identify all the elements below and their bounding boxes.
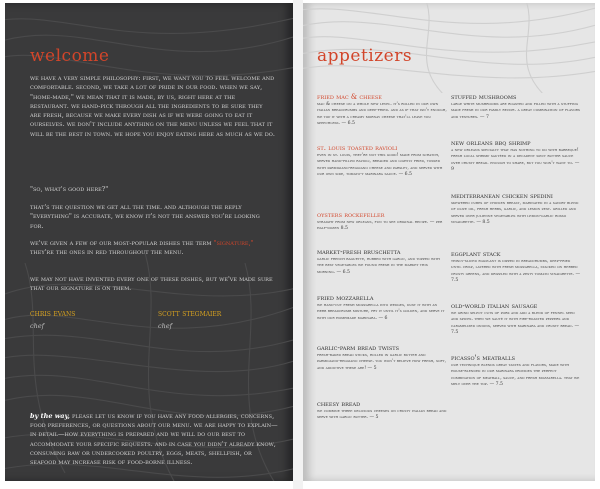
appetizers-heading: appetizers — [317, 46, 413, 66]
menu-item-meatballs — [451, 354, 581, 388]
item-description: fresh-baked bread sticks, rolled in garlic butter and parmigiano-reggiano cheese. you won't believe how fresh, soft, and addictive these are! — 5 — [317, 353, 447, 371]
item-name: stuffed mushrooms — [451, 93, 517, 101]
allergy-note — [30, 412, 280, 467]
philosophy-paragraph: we have a very simple philosophy: first, we want you to feel welcome and comfortable. second, we take a lot of pride in our food. when we say, "home-made," we mean that it is made, by us, right here at the restaurant. we hand-pick through all the ingredients to be sure they are fresh, because we make every dish as if we were going to eat it ourselves. we don't include anything on the menu unless we feel that it will be the best in town. we hope you enjoy eating here as much as we do. — [30, 74, 275, 138]
item-name: st. louis toasted ravioli — [317, 144, 398, 152]
item-name: cheesy bread — [317, 400, 361, 408]
signature-text-after: they're the ones in red throughout the menu. — [30, 248, 184, 257]
menu-item-bruschetta — [317, 248, 447, 276]
chef-role-1: chef — [30, 322, 45, 330]
menu-item-stuffed-mushrooms — [451, 93, 581, 121]
item-description: large white mushrooms are roasted and filled with a stuffing made fresh in our family recipe. a great combination of flavors and textures. — 7 — [451, 102, 580, 120]
item-name: old-world italian sausage — [451, 302, 538, 310]
item-name: mediterranean chicken spedini — [451, 192, 553, 200]
item-name: garlic-parm bread twists — [317, 344, 400, 352]
item-name: picasso's meatballs — [451, 354, 516, 362]
closing-paragraph: we may not have invented every one of these dishes, but we've made sure that our signature is on them. — [30, 275, 273, 293]
menu-item-oysters-rockefeller — [317, 211, 447, 233]
signature-text-before: we've given a few of our most-popular dishes the term — [30, 239, 214, 247]
item-description: even in st. louis, they're not this good! made from scratch, served hand-filled ravioli, breaded and lightly fried, tossed with parmigiano-reggiano cheese and parsley, and served with our own side, tomato-y marinara sauce. — 6.5 — [317, 153, 443, 177]
menu-item-toasted-ravioli — [317, 144, 447, 178]
item-name: new orleans bbq shrimp — [451, 139, 531, 147]
item-name: fried mac & cheese — [317, 93, 382, 101]
menu-item-bbq-shrimp — [451, 139, 581, 173]
item-name: market-fresh bruschetta — [317, 248, 401, 256]
welcome-heading: welcome — [30, 46, 110, 66]
menu-item-eggplant-stack — [451, 250, 581, 284]
menu-item-fried-mozzarella — [317, 294, 447, 322]
byway-lead: by the way, — [30, 412, 70, 420]
chef-role-2: chef — [158, 322, 173, 330]
item-name: eggplant stack — [451, 250, 501, 258]
item-description: we combine three delicious cheeses on crusty italian bread and serve with garlic butter. — 5 — [317, 409, 447, 421]
signature-paragraph — [30, 239, 275, 258]
item-description: skewered cubes of chicken breast, marinated in a savory blend of olive oil, fresh herbs, garlic, and lemon zest. grilled and served over julienne vegetables with lemon-garlic rosso vinaigrette. — 8.5 — [451, 201, 579, 225]
right-page — [303, 3, 595, 481]
question-paragraph: "so, what's good here?" — [30, 185, 109, 193]
byway-text: please let us know if you have any food allergies, concerns, food preferences, or questions about our menu. we are happy to explain—in detail—how everything is prepared and we will do our best to accommodate your specific requests. and in case you didn't already know, consuming raw or undercooked poultry, eggs, meats, shellfish, or seafood may increase risk of food-borne illness. — [30, 412, 278, 467]
signature-highlight: "signature," — [213, 239, 254, 247]
item-description: our technique blends great tastes and flavors, made with house-blended in our marinara provides the perfect combination of meatball, sauce, and fresh mozzarella. that we melt over the top. — 7.5 — [451, 363, 580, 387]
item-description: we hand-cut fresh mozzarella into wedges, dust it with an herb breadcrumb mixture, fry it until it's golden, and serve it with our homemade marinara. — 6 — [317, 303, 445, 321]
menu-item-chicken-spedini — [451, 192, 581, 226]
item-name: oysters rockefeller — [317, 211, 385, 219]
menu-item-bread-twists — [317, 344, 447, 372]
item-description: we grind select cuts of pork and add a blend of fennel seed and spices. then we sauté it with fire-roasted peppers and caramelized onions, served with marinara and crusty bread. — 7.5 — [451, 311, 580, 335]
item-name: fried mozzarella — [317, 294, 374, 302]
chef-name-1: chris evans — [30, 309, 76, 318]
book-gutter — [293, 0, 303, 489]
item-description: mac & cheese on a whole new level. it's rolled in our own italian breadcrumbs and deep-fried. and as if that isn't enough, we top it with a creamy mornay cheese that'll leave you speechless. — 6.5 — [317, 102, 447, 126]
answer-paragraph: that's the question we get all the time. and although the reply "everything" is accurate, we know it's not the answer you're looking for. — [30, 203, 260, 230]
menu-item-cheesy-bread — [317, 400, 447, 422]
menu-item-italian-sausage — [451, 302, 581, 336]
item-description: straight from new orleans, fun to see original recipe. — per half-dozen 8.5 — [317, 220, 443, 232]
chef-name-2: scott stegmaier — [158, 309, 222, 318]
menu-item-fried-mac-cheese — [317, 93, 447, 127]
left-page — [5, 3, 293, 481]
item-description: garlic french baguette, rubbed with garlic, and topped with the best vegetables we found fresh in the market this morning. — 6.5 — [317, 257, 440, 275]
item-description: a new orleans specialty that has nothing to do with barbeque! fresh local shrimp sautéed in a decadent spicy butter sauce over crusty bread. enough to share, but you won't want to. — 9 — [451, 148, 580, 172]
item-description: thinly-sliced eggplant is dipped in breadcrumbs, deep-fried until crisp, layered with fresh mozzarella, stacked on herbed crusty greens, and drizzled with a zesty tomato vinaigrette. — 7.5 — [451, 259, 581, 283]
